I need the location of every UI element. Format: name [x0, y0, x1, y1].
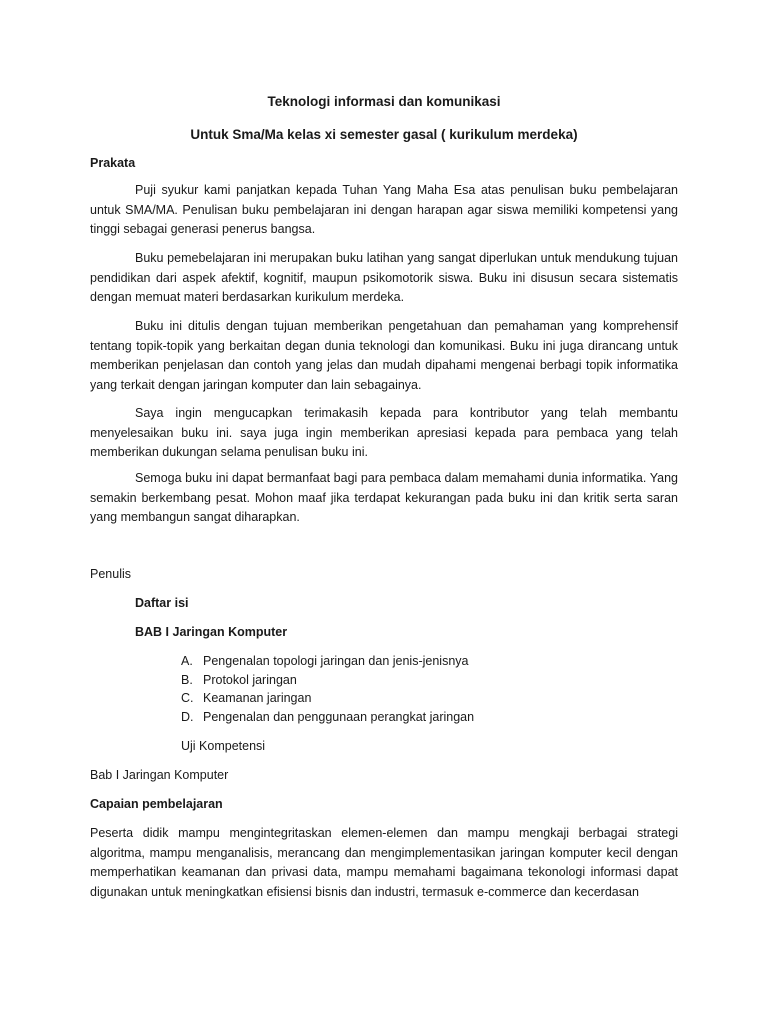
chapter-heading: Bab I Jaringan Komputer — [90, 768, 229, 782]
toc-item-text: Pengenalan dan penggunaan perangkat jaringan — [203, 709, 475, 724]
toc-item-text: Pengenalan topologi jaringan dan jenis-jenisnya — [203, 654, 469, 668]
toc-item-text: Protokol jaringan — [203, 672, 297, 687]
toc-item-letter: B. — [181, 672, 193, 687]
toc-list — [181, 652, 681, 726]
toc-chapter: BAB I Jaringan Komputer — [135, 625, 288, 639]
list-item — [181, 652, 681, 671]
prakata-heading: Prakata — [90, 156, 136, 170]
paragraph-1: Puji syukur kami panjatkan kepada Tuhan Yang Maha Esa atas penulisan buku pembelajaran untuk SMA/MA. Penulisan buku pembelajaran ini dengan harapan agar siswa memiliki kompetensi yang tinggi sebagai generasi penerus bangsa. — [90, 183, 678, 236]
capaian-heading: Capaian pembelajaran — [90, 797, 223, 811]
toc-item-text: Keamanan jaringan — [203, 691, 312, 705]
document-title: Teknologi informasi dan komunikasi — [267, 94, 501, 109]
toc-item-letter: C. — [181, 691, 194, 705]
list-item — [181, 708, 681, 727]
toc-item-letter: D. — [181, 709, 194, 724]
toc-item-letter: A. — [181, 654, 193, 668]
list-item — [181, 671, 681, 690]
paragraph-4: Saya ingin mengucapkan terimakasih kepada para kontributor yang telah membantu menyelesaikan buku ini. saya juga ingin memberikan apresiasi kepada para pembaca yang telah memberikan dukungan selama penulisan buku ini. — [90, 406, 678, 459]
paragraph-2: Buku pemebelajaran ini merupakan buku latihan yang sangat diperlukan untuk mendukung tujuan pendidikan dari aspek afektif, kognitif, maupun psikomotorik siswa. Buku ini disusun secara sistematis dengan memuat materi berdasarkan kurikulum merdeka. — [90, 251, 678, 304]
toc-heading: Daftar isi — [135, 596, 189, 610]
paragraph-3: Buku ini ditulis dengan tujuan memberikan pengetahuan dan pemahaman yang komprehensif tentang topik-topik yang berkaitan degan dunia teknologi dan komunikasi. Buku ini juga dirancang untuk memberikan penjelasan dan contoh yang jelas dan mudah dipahami mengenai berbagi topik informatika yang terkait dengan jaringan komputer dan lain sebagainya. — [90, 319, 678, 392]
list-item — [181, 689, 681, 708]
toc-uji-kompetensi: Uji Kompetensi — [181, 739, 266, 753]
paragraph-5: Semoga buku ini dapat bermanfaat bagi para pembaca dalam memahami dunia informatika. Yang semakin berkembang pesat. Mohon maaf jika terdapat kekurangan pada buku ini dan kritik serta saran yang membangun sangat diharapkan. — [90, 471, 678, 524]
capaian-paragraph: Peserta didik mampu mengintegritaskan elemen-elemen dan mampu mengkaji berbagai strategi algoritma, mampu menganalisis, merancang dan mengimplementasikan jaringan komputer kecil dengan memperhatikan keamanan dan privasi data, mampu memahami bagaimana tekonologi informasi dapat digunakan untuk meningkatkan efisiensi bisnis dan industri, termasuk e-commerce dan kecerdasan — [90, 826, 678, 899]
penulis-label: Penulis — [90, 567, 131, 581]
document-subtitle: Untuk Sma/Ma kelas xi semester gasal ( kurikulum merdeka) — [190, 127, 578, 142]
